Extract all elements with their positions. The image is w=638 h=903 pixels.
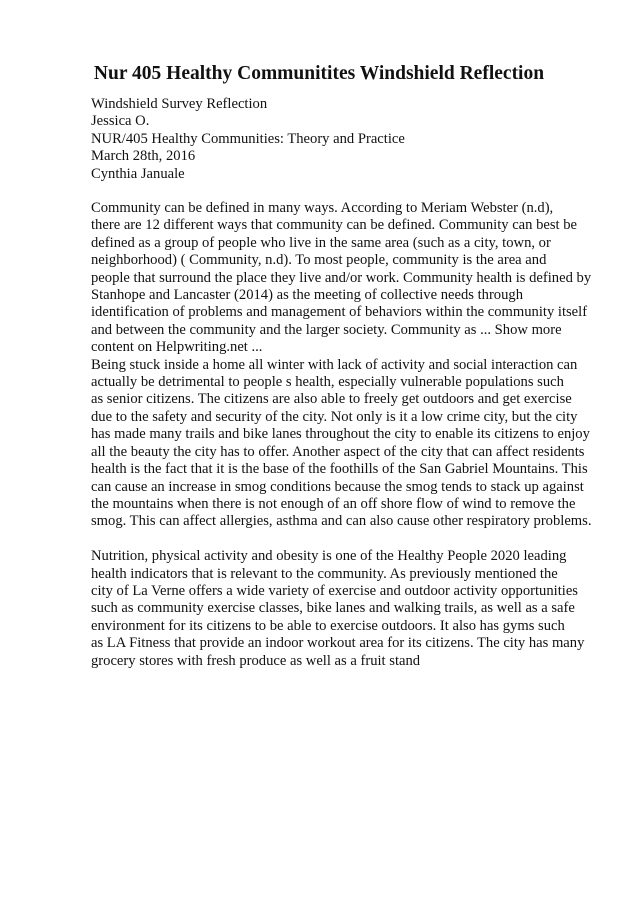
paragraph-3-line: grocery stores with fresh produce as well as a fruit stand bbox=[91, 652, 421, 669]
document-header bbox=[91, 96, 591, 183]
header-line-date: March 28th, 2016 bbox=[91, 148, 196, 165]
paragraph-3 bbox=[91, 548, 601, 670]
paragraph-1-line: there are 12 different ways that community can be defined. Community can best be bbox=[91, 217, 578, 234]
paragraph-2-line: all the beauty the city has to offer. Another aspect of the city that can affect residents bbox=[91, 443, 585, 460]
header-line-author: Jessica O. bbox=[91, 113, 150, 130]
paragraph-1-line: neighborhood) ( Community, n.d). To most people, community is the area and bbox=[91, 252, 547, 269]
paragraph-2-line: due to the safety and security of the city. Not only is it a low crime city, but the city bbox=[91, 408, 578, 425]
header-line-instructor: Cynthia Januale bbox=[91, 165, 185, 182]
paragraph-3-line: such as community exercise classes, bike lanes and walking trails, as well as a safe bbox=[91, 600, 575, 617]
paragraph-2-line: can cause an increase in smog conditions because the smog tends to stack up against bbox=[91, 478, 584, 495]
paragraph-2-line: the mountains when there is not enough of an off shore flow of wind to remove the bbox=[91, 495, 576, 512]
paragraph-1-line: Stanhope and Lancaster (2014) as the meeting of collective needs through bbox=[91, 287, 523, 304]
paragraph-2-line: smog. This can affect allergies, asthma and can also cause other respiratory problems. bbox=[91, 513, 592, 530]
paragraph-1 bbox=[91, 200, 601, 357]
paragraph-1-line: people that surround the place they live and/or work. Community health is defined by bbox=[91, 269, 592, 286]
paragraph-3-line: health indicators that is relevant to the community. As previously mentioned the bbox=[91, 565, 558, 582]
document-title: Nur 405 Healthy Communitites Windshield Reflection bbox=[93, 63, 545, 84]
header-line-survey: Windshield Survey Reflection bbox=[91, 96, 268, 112]
paragraph-2-line: Being stuck inside a home all winter with lack of activity and social interaction can bbox=[91, 356, 578, 373]
paragraph-2 bbox=[91, 357, 601, 531]
paragraph-2-line: has made many trails and bike lanes throughout the city to enable its citizens to enjoy bbox=[91, 426, 590, 443]
paragraph-gap bbox=[91, 531, 601, 548]
document-body bbox=[91, 200, 601, 670]
paragraph-1-line: identification of problems and management of behaviors within the community itself bbox=[91, 304, 588, 321]
paragraph-2-line: actually be detrimental to people s health, especially vulnerable populations such bbox=[91, 374, 564, 391]
paragraph-3-line: city of La Verne offers a wide variety of exercise and outdoor activity opportunities bbox=[91, 582, 578, 599]
paragraph-1-line: Community can be defined in many ways. According to Meriam Webster (n.d), bbox=[91, 200, 554, 216]
paragraph-3-line: environment for its citizens to be able to exercise outdoors. It also has gyms such bbox=[91, 617, 565, 634]
paragraph-2-line: as senior citizens. The citizens are also able to freely get outdoors and get exercise bbox=[91, 391, 572, 408]
header-line-course: NUR/405 Healthy Communities: Theory and Practice bbox=[91, 130, 405, 147]
paragraph-1-line: defined as a group of people who live in the same area (such as a city, town, or bbox=[91, 234, 551, 251]
paragraph-1-line: and between the community and the larger society. Community as ... Show more bbox=[91, 321, 562, 338]
paragraph-1-line: content on Helpwriting.net ... bbox=[91, 339, 263, 356]
paragraph-2-line: health is the fact that it is the base of the foothills of the San Gabriel Mountains. This bbox=[91, 461, 588, 478]
paragraph-3-line: as LA Fitness that provide an indoor workout area for its citizens. The city has many bbox=[91, 635, 585, 652]
paragraph-3-line: Nutrition, physical activity and obesity is one of the Healthy People 2020 leading bbox=[91, 548, 567, 565]
